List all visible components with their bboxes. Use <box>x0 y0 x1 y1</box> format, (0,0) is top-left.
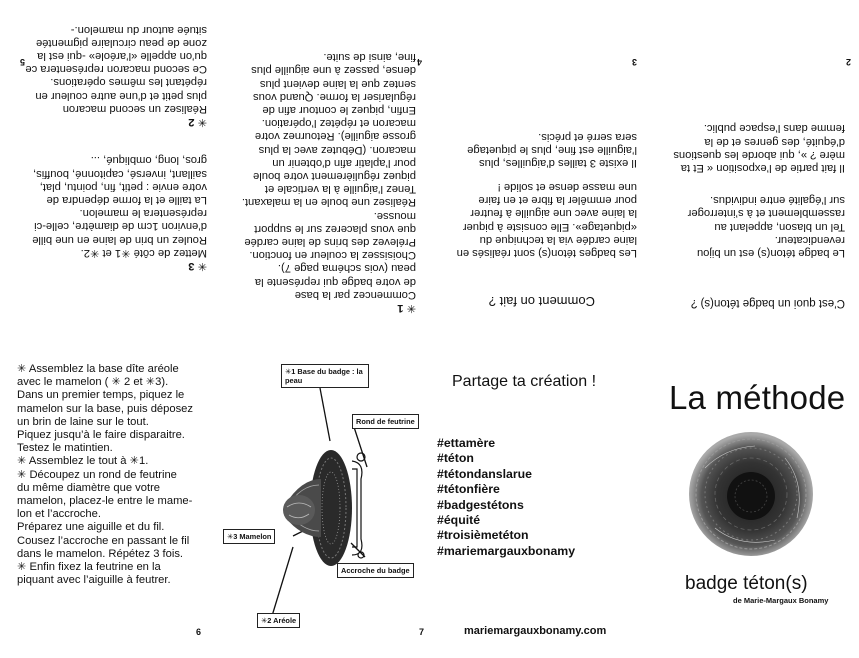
text-line: dense, passez à une aiguille plus <box>251 64 416 77</box>
step-3-lines <box>7 153 207 259</box>
page-number: 4 <box>416 57 422 67</box>
label-text: Mamelon <box>239 532 272 541</box>
asterisk-star-icon: ✳ <box>285 367 292 376</box>
page-number: 2 <box>845 57 851 67</box>
step-number: 1 <box>397 302 404 314</box>
text-line: la laine avec une aiguille à feutrer <box>470 207 637 220</box>
text-line: Tel un blason, appelant au <box>714 220 845 233</box>
label-text: Aréole <box>273 616 297 625</box>
text-line: qu’on appelle «l’aréole» -qui est la <box>37 49 207 62</box>
hashtag: #téton <box>437 451 474 466</box>
text-line: Dans un premier temps, piquez le <box>17 389 185 402</box>
text-line: Testez le matintien. <box>17 442 113 455</box>
text-line: que vous placerez sur le support <box>254 222 416 235</box>
step-1-lines <box>220 50 416 301</box>
text-line: située autour du mamelon.- <box>70 23 207 36</box>
step-2-lines <box>7 22 207 114</box>
page-number: 7 <box>419 627 425 637</box>
page-2-panel <box>645 0 859 329</box>
page-number: 5 <box>19 57 25 67</box>
text-line: Ce second macaron représentera ce <box>25 63 207 76</box>
page-5-panel <box>0 0 215 329</box>
label-mamelon <box>223 529 275 544</box>
step-number: 2 <box>188 116 195 128</box>
paragraph-2 <box>437 129 637 169</box>
page-3-panel <box>430 0 645 329</box>
text-line: mousse. <box>373 209 416 222</box>
label-number: 2 <box>267 616 272 625</box>
pin-clasp-shape <box>352 453 365 558</box>
text-line: saillant, inversé, capitonné, bouffis, <box>33 167 207 180</box>
share-panel <box>430 329 645 658</box>
text-line: de votre badge qui représente la <box>254 275 416 288</box>
hashtag: #mariemargauxbonamy <box>437 543 576 558</box>
asterisk-star-icon: ✳ <box>197 116 207 129</box>
text-line: zone de peau circulaire pigmentée <box>35 36 207 49</box>
text-line: pour l’aplatir afin d’obtenir un <box>272 156 416 169</box>
cover-subtitle: badge téton(s) <box>685 573 808 594</box>
text-line: piquez régulièrement votre boule <box>253 169 416 182</box>
text-line: grosse aiguille). Retournez votre <box>254 130 416 143</box>
text-line: peau (vois schéma page 7). <box>277 262 416 275</box>
text-line: ✳ Enfin fixez la feutrine en la <box>17 561 161 574</box>
text-line: Piquez jusqu’à le faire disparaitre. <box>17 429 185 442</box>
text-line: Les badges téton(s) sont réalisés en <box>456 247 637 259</box>
asterisk-star-icon: ✳ <box>227 532 234 541</box>
cover-panel <box>645 329 859 658</box>
text-line: Commencez par la base <box>294 288 416 301</box>
hashtag: #tétonfière <box>437 482 500 497</box>
hashtag-list <box>437 436 575 559</box>
asterisk-star-icon: ✳ <box>197 260 207 273</box>
hashtag: #équité <box>437 513 481 528</box>
areole-mamelon-shape <box>283 479 321 537</box>
text-line: ✳ Assemblez le tout à ✳1. <box>17 455 149 468</box>
label-number: 3 <box>233 532 238 541</box>
text-line: ✳ Découpez un rond de feutrine <box>17 468 177 481</box>
text-line: Réalisez un second macaron <box>62 102 207 115</box>
text-line: sentez que la laine devient plus <box>259 77 416 90</box>
text-line: Choisissez la couleur en fonction. <box>249 249 416 262</box>
text-line: ✳ Assemblez la base dîte aréole <box>17 363 179 375</box>
paragraph-2 <box>649 121 845 174</box>
page-number: 3 <box>631 57 637 67</box>
text-line: régulariser la forme. Quand vous <box>253 90 416 103</box>
text-line: sur l’égalité entre individus. <box>710 194 845 207</box>
cover-title: La méthode <box>669 379 846 416</box>
page-4-panel <box>215 0 430 329</box>
text-line: mamelon, placez-le entre le mame- <box>17 495 193 508</box>
text-line: piquant avec l’aiguille à feutrer. <box>17 574 171 587</box>
text-line: Enfin, piquez le contour afin de <box>262 103 416 116</box>
hashtag: #ettamère <box>437 436 496 450</box>
text-line: l’aiguille est fine, plus le piquetage <box>467 143 637 156</box>
text-line: votre envie : petit, fin, pointu, plat, <box>39 180 207 193</box>
text-line: représentera le mamelon. <box>79 207 207 220</box>
share-heading: Partage ta création ! <box>452 373 597 390</box>
text-line: répétant les mêmes opérations. <box>50 76 207 89</box>
step-1-block <box>220 50 416 315</box>
text-line: un brin de laine sur le tout. <box>17 415 149 428</box>
page-heading: C’est quoi un badge téton(s) ? <box>690 297 845 309</box>
text-line: plus petit et d’une autre couleur en <box>35 89 207 102</box>
asterisk-star-icon: ✳ <box>406 302 416 315</box>
text-line: mamelon sur la base, puis déposez <box>17 402 193 415</box>
asterisk-star-icon: ✳ <box>261 616 268 625</box>
text-line: mère ? », qui aborde les questions <box>673 148 845 161</box>
paragraph-1 <box>649 193 845 259</box>
text-line: femme dans l’espace public. <box>703 122 845 135</box>
text-line: Réalisez une boule en la malaxant. <box>241 196 416 209</box>
label-number: 1 <box>291 367 296 376</box>
page-7-panel <box>215 329 430 658</box>
label-rond-feutrine: Rond de feutrine <box>352 414 419 429</box>
cover-byline: de Marie-Margaux Bonamy <box>733 596 829 605</box>
text-line: revendicateur. <box>774 233 845 246</box>
label-accroche: Accroche du badge <box>337 563 414 578</box>
text-line: du même diamètre que votre <box>17 481 161 494</box>
step-number: 3 <box>188 260 195 272</box>
text-line: Le badge téton(s) est un bijou <box>696 247 845 259</box>
text-line: Mettez de côté ✳1 et ✳2. <box>80 246 207 259</box>
website-link[interactable]: mariemargauxbonamy.com <box>464 625 607 637</box>
page-6-panel <box>0 329 215 658</box>
text-line: avec le mamelon ( ✳ 2 et ✳3). <box>17 376 169 389</box>
text-line: gros, long, ombliqué, ... <box>90 154 207 167</box>
text-line: une masse dense et solide ! <box>497 180 637 193</box>
hashtag: #tétondanslarue <box>437 466 532 481</box>
label-text: Base du badge : la peau <box>285 367 363 385</box>
label-areole <box>257 613 300 628</box>
text-line: Roulez un brin de laine en une bille <box>32 233 207 246</box>
text-line: Prélevez des brins de laine cardée <box>244 235 416 248</box>
text-line: d’environ 1cm de diamètre, celle-ci <box>34 220 207 233</box>
text-line: pour emmêler la fibre et en faire <box>478 194 637 207</box>
text-line: d’équité, des genres et de la <box>704 135 845 148</box>
text-line: macaron et répétez l’opération. <box>261 117 416 130</box>
paragraph-1 <box>437 180 637 259</box>
text-line: «piquetage». Elle consiste à piquer <box>462 220 637 233</box>
assembly-instructions <box>17 363 213 587</box>
step-2-block <box>7 22 207 129</box>
text-line: rassemblement et à s’interroger <box>687 207 845 220</box>
text-line: Tenez l’aiguille à la verticale et <box>264 183 416 196</box>
text-line: macaron. (Débutez avec la plus <box>258 143 416 156</box>
text-line: dans le mamelon. Répétez 3 fois. <box>17 547 184 560</box>
label-base <box>281 364 369 388</box>
page-heading: Comment on fait ? <box>488 294 595 309</box>
text-line: lon et l’accroche. <box>17 508 101 521</box>
badge-photo-illustration <box>685 428 817 560</box>
text-line: Il existe 3 tailles d’aiguilles, plus <box>479 157 637 169</box>
step-3-block <box>7 153 207 273</box>
text-line: sera serré et précis. <box>538 130 637 143</box>
text-line: Préparez une aiguille et du fil. <box>17 521 165 534</box>
hashtag: #badgestétons <box>437 497 524 512</box>
text-line: Cousez l’accroche en passant le fil <box>17 534 190 547</box>
text-line: Il fait partie de l’exposition « Et ta <box>680 162 845 174</box>
text-line: La taille et la forme dépendra de <box>46 193 207 206</box>
text-line: laine cardée via la technique du <box>479 233 637 246</box>
text-line: fine, ainsi de suite. <box>323 51 416 64</box>
hashtag: #troisièmetéton <box>437 528 529 543</box>
page-number: 6 <box>196 627 202 637</box>
